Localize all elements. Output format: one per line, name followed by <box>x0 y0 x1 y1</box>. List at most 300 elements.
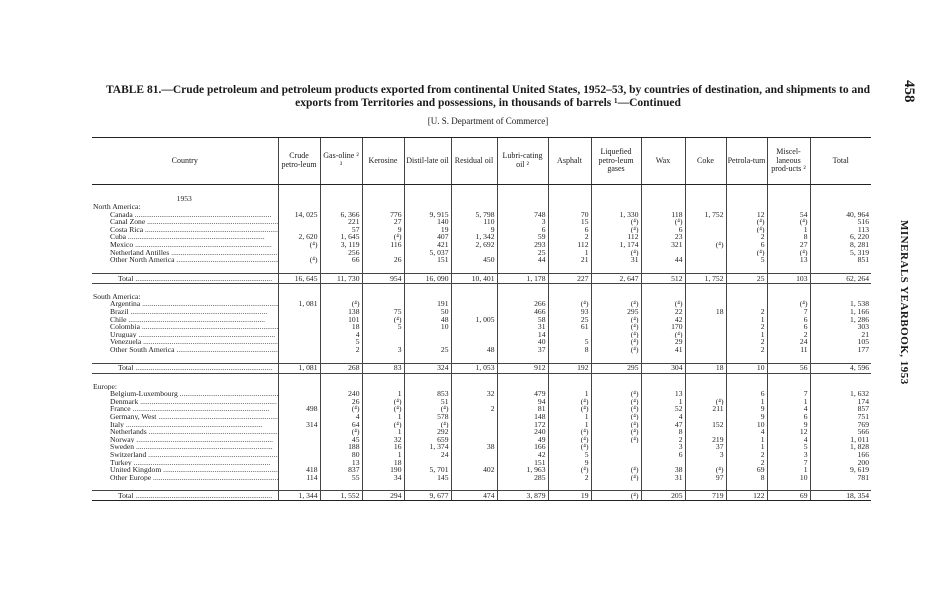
value-cell: 113 <box>810 226 871 234</box>
value-cell: 93 <box>548 308 591 316</box>
value-cell: 1, 081 <box>278 363 320 373</box>
value-cell <box>278 331 320 339</box>
value-cell: 219 <box>685 436 726 444</box>
value-cell: 166 <box>497 443 548 451</box>
value-cell <box>685 338 726 346</box>
value-cell: 59 <box>497 233 548 241</box>
value-cell: 24 <box>404 451 451 459</box>
value-cell: 4 <box>641 413 685 421</box>
value-cell: 1, 552 <box>320 491 362 501</box>
col-header: Coke <box>685 138 726 185</box>
value-cell: 9, 915 <box>404 211 451 219</box>
value-cell: 23 <box>641 233 685 241</box>
value-cell <box>404 458 451 466</box>
value-cell: 1 <box>548 420 591 428</box>
value-cell <box>810 383 871 391</box>
value-cell: (⁴) <box>591 316 641 324</box>
value-cell: (⁴) <box>591 413 641 421</box>
col-header: Gas-oline ² ³ <box>320 138 362 185</box>
table-row <box>92 249 871 257</box>
value-cell <box>641 293 685 301</box>
table-row <box>92 316 871 324</box>
value-cell: 295 <box>591 363 641 373</box>
value-cell: 200 <box>810 458 871 466</box>
value-cell: 1, 374 <box>404 443 451 451</box>
value-cell: 1, 344 <box>278 491 320 501</box>
value-cell <box>451 293 497 301</box>
value-cell: 151 <box>404 256 451 264</box>
value-cell: 177 <box>810 346 871 354</box>
value-cell: 8 <box>641 428 685 436</box>
value-cell: 912 <box>497 363 548 373</box>
value-cell: (⁴) <box>320 405 362 413</box>
country-cell: Colombia ..... <box>92 323 278 331</box>
value-cell: 58 <box>497 316 548 324</box>
value-cell: 56 <box>767 363 810 373</box>
value-cell <box>278 226 320 234</box>
value-cell: 5 <box>767 443 810 451</box>
value-cell: 2 <box>726 451 767 459</box>
country-cell: Italy ..... <box>92 420 278 428</box>
value-cell <box>404 203 451 211</box>
value-cell: 3 <box>497 218 548 226</box>
value-cell <box>451 383 497 391</box>
col-header: Lubri-cating oil ² <box>497 138 548 185</box>
value-cell <box>726 203 767 211</box>
value-cell <box>548 293 591 301</box>
value-cell <box>362 300 404 308</box>
value-cell: (⁴) <box>641 331 685 339</box>
value-cell: 21 <box>548 256 591 264</box>
table-row <box>92 226 871 234</box>
value-cell: 2 <box>726 233 767 241</box>
value-cell: 853 <box>404 390 451 398</box>
value-cell: 9 <box>726 405 767 413</box>
value-cell: (⁴) <box>362 316 404 324</box>
country-cell: Belgium-Luxembourg ..... <box>92 390 278 398</box>
col-header: Distil-late oil <box>404 138 451 185</box>
value-cell <box>278 218 320 226</box>
value-cell: 32 <box>451 390 497 398</box>
value-cell: 1 <box>362 428 404 436</box>
value-cell: 4 <box>726 428 767 436</box>
value-cell: 1, 342 <box>451 233 497 241</box>
value-cell: 6 <box>767 413 810 421</box>
value-cell: (⁴) <box>548 405 591 413</box>
value-cell <box>362 338 404 346</box>
country-cell: Other North America ..... <box>92 256 278 264</box>
value-cell: 47 <box>641 420 685 428</box>
value-cell: 2 <box>767 331 810 339</box>
value-cell: 748 <box>497 211 548 219</box>
table-row <box>92 420 871 428</box>
table-row <box>92 211 871 219</box>
value-cell: 10 <box>726 363 767 373</box>
value-cell: 837 <box>320 466 362 474</box>
value-cell: 25 <box>726 273 767 283</box>
value-cell: 11 <box>767 346 810 354</box>
value-cell: 1, 828 <box>810 443 871 451</box>
table-row <box>92 308 871 316</box>
value-cell: 3 <box>685 451 726 459</box>
value-cell: 31 <box>591 256 641 264</box>
value-cell: (⁴) <box>685 466 726 474</box>
value-cell <box>685 218 726 226</box>
value-cell <box>451 413 497 421</box>
value-cell: 25 <box>548 316 591 324</box>
value-cell <box>641 458 685 466</box>
value-cell: 13 <box>320 458 362 466</box>
value-cell: 9, 619 <box>810 466 871 474</box>
value-cell: (⁴) <box>548 443 591 451</box>
value-cell: (⁴) <box>404 420 451 428</box>
value-cell: 191 <box>404 300 451 308</box>
value-cell: 7 <box>767 308 810 316</box>
value-cell <box>320 383 362 391</box>
value-cell: 1 <box>726 398 767 406</box>
country-cell: Cuba ..... <box>92 233 278 241</box>
value-cell <box>810 293 871 301</box>
value-cell <box>362 331 404 339</box>
country-cell: Other South America ..... <box>92 346 278 354</box>
value-cell: 49 <box>497 436 548 444</box>
value-cell: 170 <box>641 323 685 331</box>
value-cell: 1 <box>641 398 685 406</box>
value-cell: 5, 319 <box>810 249 871 257</box>
value-cell: 145 <box>404 474 451 482</box>
value-cell <box>548 331 591 339</box>
value-cell: 12 <box>767 428 810 436</box>
value-cell: 14 <box>497 331 548 339</box>
value-cell: 44 <box>497 256 548 264</box>
value-cell: 26 <box>362 256 404 264</box>
value-cell: 9 <box>451 226 497 234</box>
value-cell: (⁴) <box>726 249 767 257</box>
value-cell: (⁴) <box>591 466 641 474</box>
value-cell: 5 <box>726 256 767 264</box>
value-cell <box>278 398 320 406</box>
value-cell <box>497 383 548 391</box>
value-cell: (⁴) <box>548 428 591 436</box>
value-cell: 4, 596 <box>810 363 871 373</box>
value-cell: 1 <box>548 390 591 398</box>
value-cell: (⁴) <box>591 398 641 406</box>
value-cell <box>451 308 497 316</box>
value-cell <box>278 316 320 324</box>
value-cell: 45 <box>320 436 362 444</box>
value-cell: 18 <box>685 308 726 316</box>
value-cell: 80 <box>320 451 362 459</box>
value-cell: 101 <box>320 316 362 324</box>
value-cell: 25 <box>497 249 548 257</box>
value-cell <box>451 474 497 482</box>
value-cell <box>497 203 548 211</box>
value-cell: 6 <box>767 323 810 331</box>
value-cell: 6 <box>548 226 591 234</box>
value-cell: 578 <box>404 413 451 421</box>
value-cell: (⁴) <box>591 300 641 308</box>
col-header: Kerosine <box>362 138 404 185</box>
value-cell: 37 <box>685 443 726 451</box>
value-cell: 6 <box>641 226 685 234</box>
value-cell: (⁴) <box>591 436 641 444</box>
value-cell <box>548 383 591 391</box>
value-cell: 190 <box>362 466 404 474</box>
value-cell: 19 <box>548 491 591 501</box>
value-cell: (⁴) <box>591 474 641 482</box>
value-cell: 9 <box>548 458 591 466</box>
value-cell: 3, 879 <box>497 491 548 501</box>
value-cell <box>726 293 767 301</box>
table-row <box>92 428 871 436</box>
year-label: 1953 <box>176 194 192 203</box>
value-cell: 466 <box>497 308 548 316</box>
value-cell: 751 <box>810 413 871 421</box>
value-cell <box>685 383 726 391</box>
country-cell: Canal Zone ..... <box>92 218 278 226</box>
value-cell: 1, 752 <box>685 273 726 283</box>
col-header: Wax <box>641 138 685 185</box>
value-cell: 54 <box>767 211 810 219</box>
value-cell: 303 <box>810 323 871 331</box>
value-cell <box>726 383 767 391</box>
value-cell <box>497 293 548 301</box>
value-cell: 857 <box>810 405 871 413</box>
value-cell <box>278 390 320 398</box>
value-cell <box>451 249 497 257</box>
value-cell: 24 <box>767 338 810 346</box>
value-cell: (⁴) <box>591 428 641 436</box>
value-cell: 40, 964 <box>810 211 871 219</box>
value-cell: 31 <box>641 474 685 482</box>
value-cell: 41 <box>641 346 685 354</box>
country-cell: Switzerland ..... <box>92 451 278 459</box>
value-cell: 1 <box>767 398 810 406</box>
country-cell: Chile ..... <box>92 316 278 324</box>
value-cell: 1 <box>767 466 810 474</box>
value-cell: 2 <box>726 458 767 466</box>
value-cell: 97 <box>685 474 726 482</box>
value-cell: 9 <box>726 413 767 421</box>
value-cell: 172 <box>497 420 548 428</box>
value-cell: 61 <box>548 323 591 331</box>
value-cell: 285 <box>497 474 548 482</box>
table-row <box>92 233 871 241</box>
value-cell: 221 <box>320 218 362 226</box>
value-cell: 62, 264 <box>810 273 871 283</box>
value-cell: 8, 281 <box>810 241 871 249</box>
value-cell: 6 <box>767 316 810 324</box>
value-cell: 174 <box>810 398 871 406</box>
value-cell <box>591 203 641 211</box>
col-header: Country <box>92 138 278 185</box>
value-cell: 479 <box>497 390 548 398</box>
value-cell <box>685 233 726 241</box>
table-row <box>92 300 871 308</box>
value-cell <box>685 249 726 257</box>
value-cell: 240 <box>320 390 362 398</box>
region-row <box>92 293 871 301</box>
region-row <box>92 203 871 211</box>
table-row <box>92 256 871 264</box>
value-cell: (⁴) <box>548 398 591 406</box>
value-cell: 6 <box>497 226 548 234</box>
value-cell <box>278 323 320 331</box>
value-cell <box>685 331 726 339</box>
value-cell: 1 <box>767 226 810 234</box>
value-cell: 52 <box>641 405 685 413</box>
value-cell <box>320 293 362 301</box>
table-row <box>92 466 871 474</box>
value-cell: 44 <box>641 256 685 264</box>
value-cell: 9 <box>767 420 810 428</box>
value-cell: 268 <box>320 363 362 373</box>
value-cell: (⁴) <box>767 218 810 226</box>
value-cell: 2 <box>726 338 767 346</box>
country-cell: Sweden ..... <box>92 443 278 451</box>
value-cell: 1 <box>726 316 767 324</box>
value-cell: 240 <box>497 428 548 436</box>
value-cell <box>685 293 726 301</box>
value-cell: 292 <box>404 428 451 436</box>
country-cell: Netherland Antilles ..... <box>92 249 278 257</box>
value-cell <box>278 293 320 301</box>
value-cell <box>451 398 497 406</box>
country-cell: Other Europe ..... <box>92 474 278 482</box>
value-cell: 5, 701 <box>404 466 451 474</box>
value-cell: 112 <box>591 233 641 241</box>
value-cell <box>451 300 497 308</box>
country-cell: United Kingdom ..... <box>92 466 278 474</box>
value-cell: 781 <box>810 474 871 482</box>
value-cell: (⁴) <box>591 226 641 234</box>
value-cell: 55 <box>320 474 362 482</box>
value-cell: (⁴) <box>726 218 767 226</box>
value-cell: 83 <box>362 363 404 373</box>
table-row <box>92 346 871 354</box>
value-cell <box>362 383 404 391</box>
value-cell: 2 <box>726 346 767 354</box>
value-cell: 18 <box>320 323 362 331</box>
value-cell: 112 <box>548 241 591 249</box>
value-cell: 1, 011 <box>810 436 871 444</box>
value-cell <box>362 249 404 257</box>
value-cell: 2, 620 <box>278 233 320 241</box>
table-row <box>92 323 871 331</box>
value-cell <box>548 203 591 211</box>
value-cell: 516 <box>810 218 871 226</box>
value-cell: 16, 645 <box>278 273 320 283</box>
value-cell: 116 <box>362 241 404 249</box>
value-cell: 474 <box>451 491 497 501</box>
value-cell <box>685 226 726 234</box>
value-cell <box>685 203 726 211</box>
value-cell: 66 <box>320 256 362 264</box>
table-row <box>92 390 871 398</box>
value-cell: 152 <box>685 420 726 428</box>
value-cell <box>685 390 726 398</box>
value-cell <box>404 383 451 391</box>
value-cell <box>362 203 404 211</box>
table-body <box>92 185 871 501</box>
value-cell <box>451 420 497 428</box>
value-cell: 1 <box>362 390 404 398</box>
value-cell: (⁴) <box>767 249 810 257</box>
table-row <box>92 474 871 482</box>
value-cell: (⁴) <box>320 300 362 308</box>
value-cell: 9, 677 <box>404 491 451 501</box>
country-cell: Uruguay ..... <box>92 331 278 339</box>
value-cell: 211 <box>685 405 726 413</box>
value-cell: 2, 692 <box>451 241 497 249</box>
value-cell <box>685 458 726 466</box>
value-cell <box>685 413 726 421</box>
value-cell: 1, 538 <box>810 300 871 308</box>
value-cell <box>451 203 497 211</box>
value-cell <box>641 249 685 257</box>
table-row <box>92 451 871 459</box>
value-cell: 16 <box>362 443 404 451</box>
value-cell: (⁴) <box>362 420 404 428</box>
value-cell: 12 <box>726 211 767 219</box>
country-cell: Germany, West ..... <box>92 413 278 421</box>
value-cell <box>641 383 685 391</box>
table-row <box>92 436 871 444</box>
col-header: Asphalt <box>548 138 591 185</box>
value-cell: 10 <box>767 474 810 482</box>
value-cell <box>278 436 320 444</box>
value-cell: 1, 752 <box>685 211 726 219</box>
value-cell: 8 <box>548 346 591 354</box>
value-cell: (⁴) <box>362 233 404 241</box>
value-cell <box>404 293 451 301</box>
value-cell <box>641 203 685 211</box>
value-cell: 4 <box>320 331 362 339</box>
value-cell <box>685 346 726 354</box>
total-row <box>92 273 871 283</box>
value-cell: 3 <box>362 346 404 354</box>
country-cell: Netherlands ..... <box>92 428 278 436</box>
value-cell: 2 <box>641 436 685 444</box>
region-row <box>92 383 871 391</box>
value-cell: (⁴) <box>362 405 404 413</box>
value-cell <box>451 451 497 459</box>
value-cell: 40 <box>497 338 548 346</box>
country-cell: Canada ..... <box>92 211 278 219</box>
table-title: TABLE 81.—Crude petroleum and petroleum products exported from continental United States, 1952–53, by countries of destination, and shipments to and exports from Territories and possessions, in thousands of barrels ¹—Continued <box>105 84 871 109</box>
value-cell: 2 <box>320 346 362 354</box>
value-cell: 32 <box>362 436 404 444</box>
value-cell: (⁴) <box>591 323 641 331</box>
value-cell: 18 <box>685 363 726 373</box>
value-cell: 954 <box>362 273 404 283</box>
col-header: Crude petro-leum <box>278 138 320 185</box>
value-cell: (⁴) <box>591 491 641 501</box>
value-cell: 1 <box>726 331 767 339</box>
value-cell <box>810 203 871 211</box>
value-cell: 3, 119 <box>320 241 362 249</box>
value-cell: 3 <box>767 451 810 459</box>
value-cell: (⁴) <box>320 428 362 436</box>
value-cell <box>685 428 726 436</box>
value-cell <box>278 443 320 451</box>
value-cell: (⁴) <box>641 218 685 226</box>
value-cell: 851 <box>810 256 871 264</box>
value-cell: (⁴) <box>685 241 726 249</box>
value-cell: 38 <box>641 466 685 474</box>
year-row <box>92 194 871 203</box>
value-cell: 103 <box>767 273 810 283</box>
